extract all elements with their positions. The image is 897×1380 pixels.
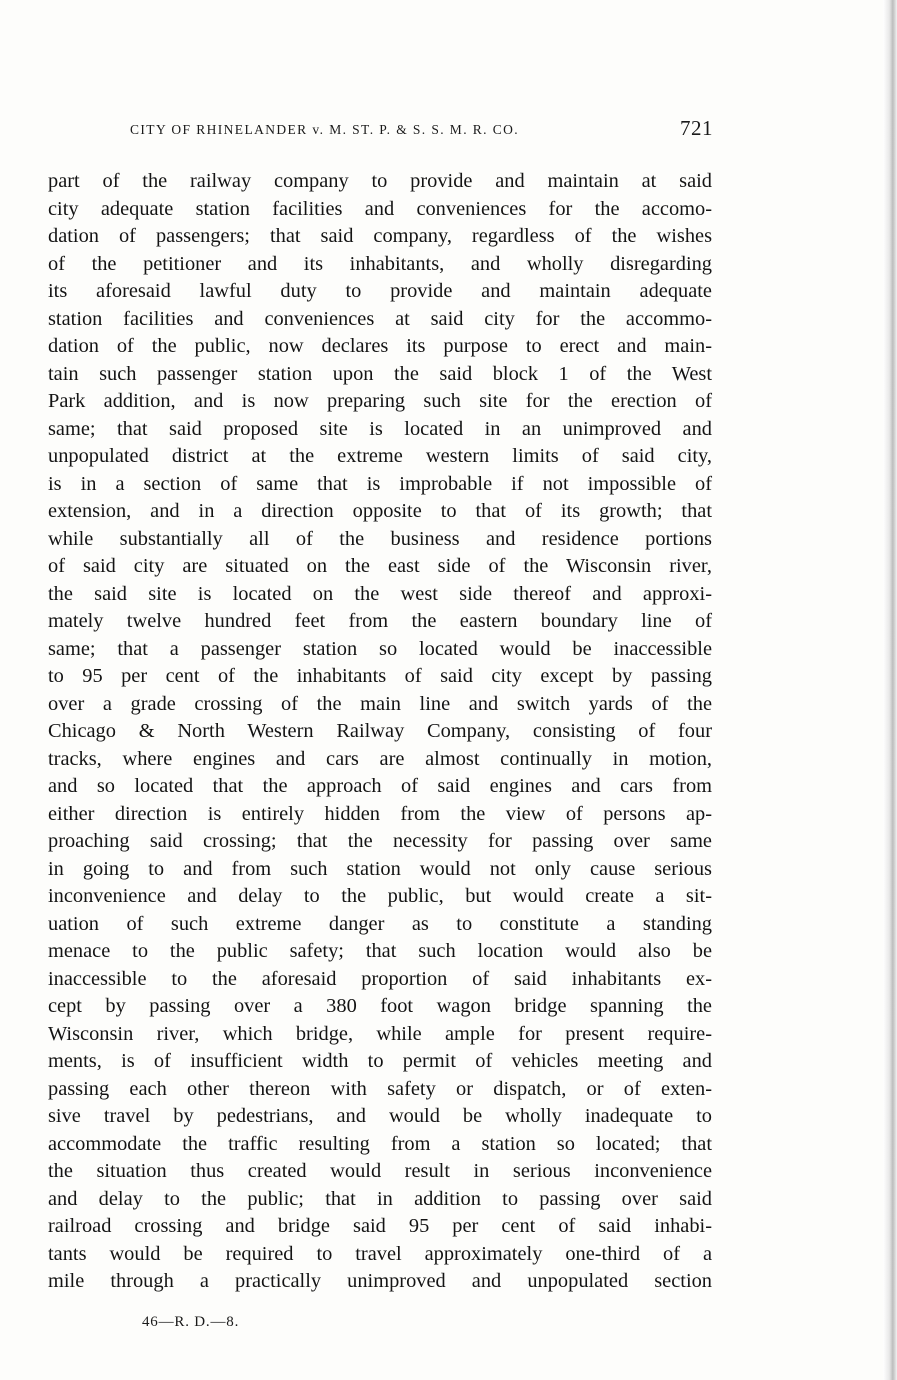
text-line: passing each other thereon with safety or dispatch, or of exten- (48, 1077, 712, 1100)
text-line: mately twelve hundred feet from the eastern boundary line of (48, 610, 712, 632)
text-line: tracks, where engines and cars are almost continually in motion, (48, 747, 712, 770)
text-line: Park addition, and is now preparing such site for the erection of (48, 390, 712, 412)
text-line: and delay to the public; that in addition to passing over said (48, 1187, 712, 1210)
text-line: uation of such extreme danger as to constitute a standing (48, 912, 712, 935)
text-line: of the petitioner and its inhabitants, and wholly disregarding (48, 252, 712, 275)
body-text (48, 168, 712, 1296)
scan-edge-shadow (883, 0, 897, 1380)
text-line: ments, is of insufficient width to permit of vehicles meeting and (48, 1050, 712, 1072)
text-line: extension, and in a direction opposite to that of its growth; that (48, 500, 712, 522)
text-line: station facilities and conveniences at said city for the accommo- (48, 307, 712, 330)
text-line: dation of passengers; that said company, regardless of the wishes (48, 225, 712, 247)
text-line: city adequate station facilities and conveniences for the accomo- (48, 197, 712, 220)
text-line: inconvenience and delay to the public, but would create a sit- (48, 885, 712, 907)
text-line: the said site is located on the west side thereof and approxi- (48, 582, 712, 605)
text-line: either direction is entirely hidden from the view of persons ap- (48, 802, 712, 825)
text-line: the situation thus created would result in serious inconvenience (48, 1160, 712, 1182)
text-line: and so located that the approach of said engines and cars from (48, 775, 712, 797)
text-line: over a grade crossing of the main line and switch yards of the (48, 692, 712, 715)
text-line: Chicago & North Western Railway Company, consisting of four (48, 720, 712, 742)
text-line: railroad crossing and bridge said 95 per cent of said inhabi- (48, 1215, 712, 1237)
text-line: proaching said crossing; that the necessity for passing over same (48, 830, 712, 852)
text-line: cept by passing over a 380 foot wagon bridge spanning the (48, 995, 712, 1017)
text-line: is in a section of same that is improbable if not impossible of (48, 472, 712, 495)
text-line: tain such passenger station upon the said block 1 of the West (48, 362, 712, 385)
text-line: to 95 per cent of the inhabitants of said city except by passing (48, 665, 712, 687)
text-line: its aforesaid lawful duty to provide and maintain adequate (48, 280, 712, 302)
text-line: unpopulated district at the extreme western limits of said city, (48, 445, 712, 467)
page-number: 721 (680, 116, 713, 140)
running-header (130, 116, 715, 146)
text-line: of said city are situated on the east side of the Wisconsin river, (48, 555, 712, 577)
text-line: mile through a practically unimproved and unpopulated section (48, 1270, 712, 1292)
text-line: sive travel by pedestrians, and would be wholly inadequate to (48, 1105, 712, 1127)
text-line: accommodate the traffic resulting from a station so located; that (48, 1132, 712, 1155)
text-line: same; that said proposed site is located in an unimproved and (48, 417, 712, 440)
running-title: CITY OF RHINELANDER v. M. ST. P. & S. S. M. R. CO. (130, 122, 520, 137)
text-line: Wisconsin river, which bridge, while ample for present require- (48, 1022, 712, 1045)
text-line: part of the railway company to provide and maintain at said (48, 170, 712, 192)
text-line: dation of the public, now declares its purpose to erect and main- (48, 335, 712, 357)
text-line: tants would be required to travel approximately one-third of a (48, 1242, 712, 1265)
signature-mark: 46—R. D.—8. (142, 1314, 240, 1330)
text-line: same; that a passenger station so located would be inaccessible (48, 637, 712, 660)
text-line: inaccessible to the aforesaid proportion of said inhabitants ex- (48, 967, 712, 990)
text-line: menace to the public safety; that such location would also be (48, 940, 712, 962)
text-line: in going to and from such station would not only cause serious (48, 857, 712, 880)
text-line: while substantially all of the business and residence portions (48, 527, 712, 550)
